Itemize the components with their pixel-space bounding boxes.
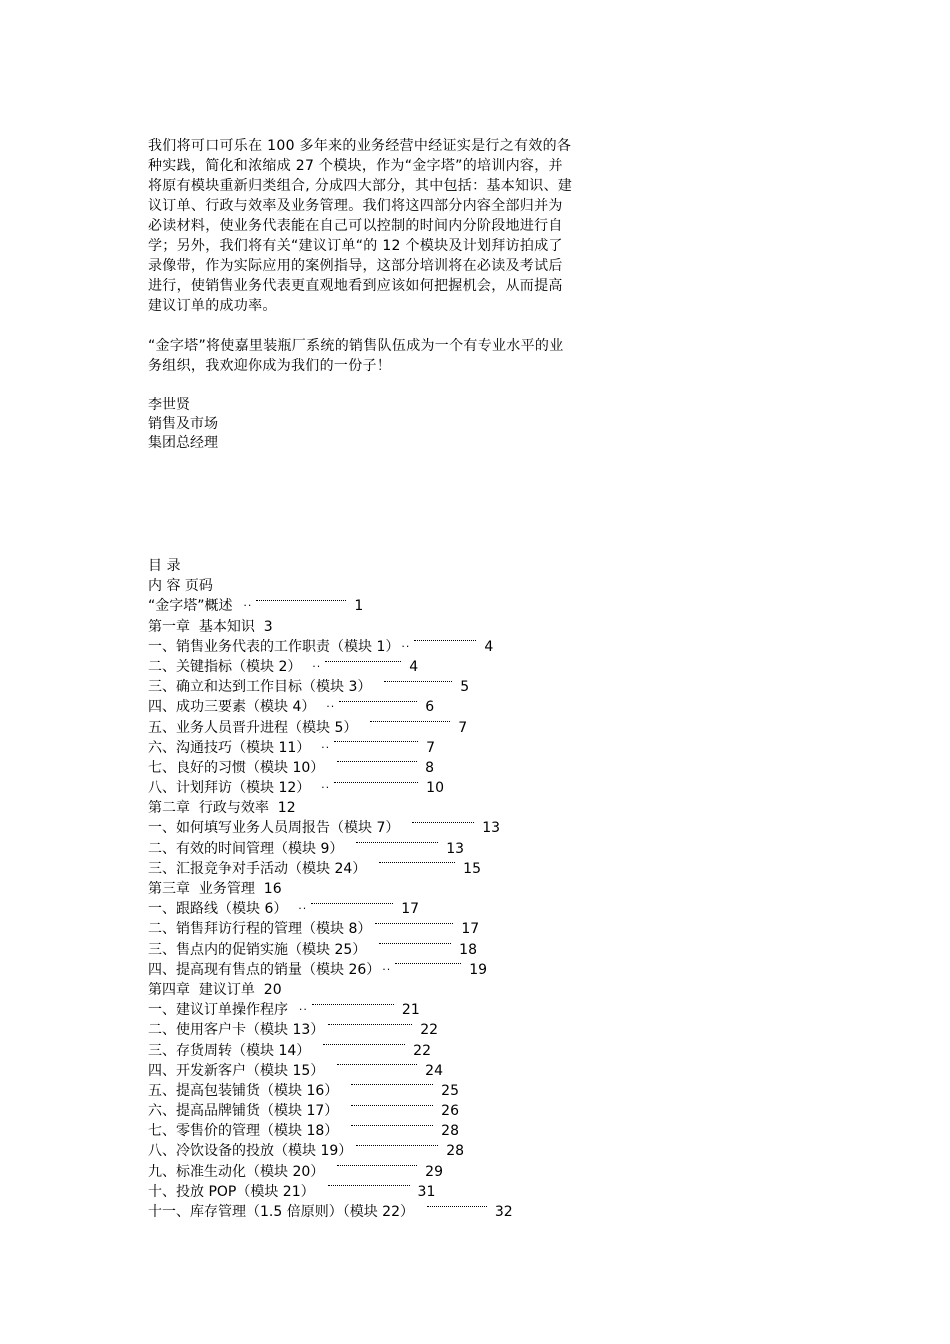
toc-entry-text: 二、使用客户卡（模块 13）	[148, 1022, 325, 1039]
toc-row	[148, 1000, 513, 1020]
toc-entry-text: 一、如何填写业务人员周报告（模块 7）	[148, 820, 409, 837]
paragraph-line: 学；另外，我们将有关“建议订单“的 12 个模块及计划拜访拍成了	[148, 238, 563, 254]
toc-page-number: 4	[409, 658, 419, 675]
signature-department: 销售及市场	[148, 416, 218, 432]
toc-row	[148, 879, 513, 899]
toc-leader-dots	[427, 1206, 487, 1207]
toc-page-number: 13	[446, 840, 465, 857]
toc-leader-dots	[328, 1024, 412, 1025]
toc-row	[148, 1162, 513, 1182]
toc-leader-dots	[351, 1105, 433, 1106]
toc-entry-text: 六、沟通技巧（模块 11）	[148, 739, 320, 756]
toc-page-number: 29	[425, 1163, 443, 1180]
toc-page-number: 21	[401, 1002, 420, 1019]
intro-paragraph	[148, 136, 623, 316]
toc-row	[148, 1202, 513, 1222]
toc-row	[148, 980, 513, 1000]
toc-row	[148, 859, 513, 879]
toc-row	[148, 738, 513, 758]
toc-leader-dots	[414, 640, 476, 641]
toc-dot-marks: ··	[326, 700, 336, 714]
toc-leader-dots	[351, 1125, 433, 1126]
toc-row	[148, 657, 513, 677]
toc-entry-text: 八、冷饮设备的投放（模块 19）	[148, 1143, 353, 1160]
toc-leader-dots	[379, 943, 451, 944]
toc-entry-text: 第三章 业务管理 16	[148, 881, 282, 897]
signature-title: 集团总经理	[148, 435, 218, 451]
toc-leader-dots	[337, 1165, 417, 1166]
toc-row	[148, 899, 513, 919]
toc-leader-dots	[323, 1044, 405, 1045]
toc-row	[148, 758, 513, 778]
toc-page-number: 22	[413, 1042, 431, 1059]
signature-name: 李世贤	[148, 397, 190, 413]
toc-entry-text: 七、零售价的管理（模块 18）	[148, 1123, 348, 1140]
toc-entry-text: 二、关键指标（模块 2）	[148, 658, 311, 675]
toc-row	[148, 677, 513, 697]
toc-page-number: 22	[420, 1022, 439, 1039]
toc-page-number: 7	[458, 719, 468, 736]
toc-row	[148, 1020, 513, 1040]
toc-page-number: 4	[484, 638, 494, 655]
toc-page-number: 8	[425, 759, 435, 776]
table-of-contents	[148, 556, 513, 1222]
toc-row	[148, 637, 513, 657]
toc-page-number: 6	[425, 699, 435, 716]
toc-header: 内 容 页码	[148, 578, 213, 595]
toc-row	[148, 919, 513, 939]
toc-page-number: 17	[401, 901, 420, 918]
paragraph-line: 录像带，作为实际应用的案例指导，这部分培训将在必读及考试后	[148, 258, 563, 274]
toc-entry-text: 四、提高现有售点的销量（模块 26）	[148, 961, 381, 978]
toc-leader-dots	[256, 600, 346, 601]
toc-page-number: 32	[494, 1204, 513, 1220]
toc-entry-text: 一、销售业务代表的工作职责（模块 1）	[148, 638, 400, 655]
toc-dot-marks: ··	[382, 962, 392, 976]
toc-page-number: 28	[441, 1123, 459, 1140]
toc-row	[148, 617, 513, 637]
toc-entry-text: 六、提高品牌铺货（模块 17）	[148, 1103, 348, 1120]
toc-page-number: 13	[482, 820, 501, 837]
toc-page-number: 7	[426, 739, 436, 756]
toc-page-number: 31	[417, 1183, 436, 1200]
toc-page-number: 1	[354, 598, 364, 615]
toc-entry-text: 八、计划拜访（模块 12）	[148, 780, 320, 797]
paragraph-line: 建议订单的成功率。	[148, 298, 277, 314]
toc-row	[148, 1061, 513, 1081]
toc-page-number: 10	[426, 780, 444, 797]
toc-leader-dots	[375, 923, 453, 924]
paragraph-line: “金字塔”将使嘉里装瓶厂系统的销售队伍成为一个有专业水平的业	[148, 338, 564, 354]
toc-leader-dots	[334, 782, 418, 783]
paragraph-line: 必读材料，使业务代表能在自己可以控制的时间内分阶段地进行自	[148, 218, 563, 234]
toc-leader-dots	[356, 1145, 438, 1146]
toc-row	[148, 818, 513, 838]
toc-entry-text: 四、成功三要素（模块 4）	[148, 699, 325, 716]
toc-page-number: 5	[460, 679, 470, 696]
toc-entry-text: 十一、库存管理（1.5 倍原则）（模块 22）	[148, 1204, 423, 1220]
toc-dot-marks: ··	[401, 639, 411, 653]
toc-leader-dots	[370, 721, 450, 722]
toc-row	[148, 1121, 513, 1141]
toc-leader-dots	[337, 761, 417, 762]
toc-title: 目 录	[148, 558, 181, 574]
toc-row	[148, 1101, 513, 1121]
toc-entry-text: 三、确立和达到工作目标（模块 3）	[148, 679, 381, 696]
toc-entry-text: 第二章 行政与效率 12	[148, 800, 296, 817]
paragraph-line: 进行，使销售业务代表更直观地看到应该如何把握机会，从而提高	[148, 278, 563, 294]
toc-row	[148, 718, 513, 738]
toc-entry-text: 一、跟路线（模块 6）	[148, 901, 297, 918]
toc-page-number: 19	[469, 961, 488, 978]
toc-leader-dots	[312, 1004, 394, 1005]
toc-page-number: 15	[463, 860, 481, 877]
toc-page-number: 17	[461, 921, 480, 938]
toc-page-number: 24	[425, 1062, 443, 1079]
toc-leader-dots	[379, 862, 455, 863]
toc-entry-text: 三、存货周转（模块 14）	[148, 1042, 320, 1059]
toc-row	[148, 839, 513, 859]
toc-dot-marks: ··	[298, 902, 308, 916]
toc-leader-dots	[351, 1084, 433, 1085]
toc-entry-text: 十、投放 POP（模块 21）	[148, 1183, 324, 1200]
toc-dot-marks: ··	[298, 1003, 308, 1017]
toc-entry-text: 第四章 建议订单 20	[148, 981, 282, 998]
toc-entry-text: 三、售点内的促销实施（模块 25）	[148, 941, 376, 958]
paragraph-line: 我们将可口可乐在 100 多年来的业务经营中经证实是行之有效的各	[148, 138, 572, 154]
toc-entry-text: 七、良好的习惯（模块 10）	[148, 759, 334, 776]
toc-leader-dots	[337, 1064, 417, 1065]
letter-body	[148, 136, 623, 453]
toc-row	[148, 1182, 513, 1202]
toc-row	[148, 798, 513, 818]
toc-leader-dots	[395, 963, 461, 964]
toc-row	[148, 1081, 513, 1101]
toc-row	[148, 596, 513, 616]
toc-row	[148, 1041, 513, 1061]
toc-leader-dots	[412, 822, 474, 823]
toc-leader-dots	[311, 903, 393, 904]
toc-page-number: 25	[441, 1082, 459, 1099]
toc-entry-text: 三、汇报竞争对手活动（模块 24）	[148, 860, 376, 877]
toc-page-number: 26	[441, 1103, 459, 1120]
toc-entry-text: 一、建议订单操作程序	[148, 1002, 297, 1019]
toc-row	[148, 940, 513, 960]
toc-leader-dots	[334, 741, 418, 742]
toc-entry-text: 五、提高包装铺货（模块 16）	[148, 1082, 348, 1099]
paragraph-line: 将原有模块重新归类组合, 分成四大部分，其中包括：基本知识、建	[148, 178, 573, 194]
toc-entry-text: 五、业务人员晋升进程（模块 5）	[148, 719, 367, 736]
toc-entry-text: 二、销售拜访行程的管理（模块 8）	[148, 921, 372, 938]
paragraph-line: 务组织，我欢迎你成为我们的一份子！	[148, 358, 392, 374]
paragraph-line: 种实践，简化和浓缩成 27 个模块，作为“金字塔”的培训内容，并	[148, 158, 563, 174]
toc-row	[148, 1141, 513, 1161]
closing-paragraph	[148, 336, 623, 376]
toc-dot-marks: ··	[321, 740, 331, 754]
toc-row	[148, 960, 513, 980]
toc-dot-marks: ··	[243, 599, 253, 613]
toc-leader-dots	[356, 842, 438, 843]
toc-row	[148, 697, 513, 717]
toc-leader-dots	[325, 661, 401, 662]
toc-entry-text: 四、开发新客户（模块 15）	[148, 1062, 334, 1079]
toc-page-number: 18	[459, 941, 477, 958]
toc-leader-dots	[384, 681, 452, 682]
toc-entry-text: 二、有效的时间管理（模块 9）	[148, 840, 353, 857]
toc-entry-text: 第一章 基本知识 3	[148, 618, 273, 635]
toc-page-number: 28	[446, 1143, 465, 1160]
signature-block	[148, 396, 623, 453]
toc-dot-marks: ··	[312, 659, 322, 673]
toc-dot-marks: ··	[321, 781, 331, 795]
paragraph-line: 议订单、行政与效率及业务管理。我们将这四部分内容全部归并为	[148, 198, 563, 214]
toc-row	[148, 778, 513, 798]
toc-leader-dots	[328, 1185, 410, 1186]
toc-entry-text: “金字塔”概述	[148, 598, 242, 615]
toc-entry-text: 九、标准生动化（模块 20）	[148, 1163, 334, 1180]
toc-leader-dots	[339, 701, 417, 702]
